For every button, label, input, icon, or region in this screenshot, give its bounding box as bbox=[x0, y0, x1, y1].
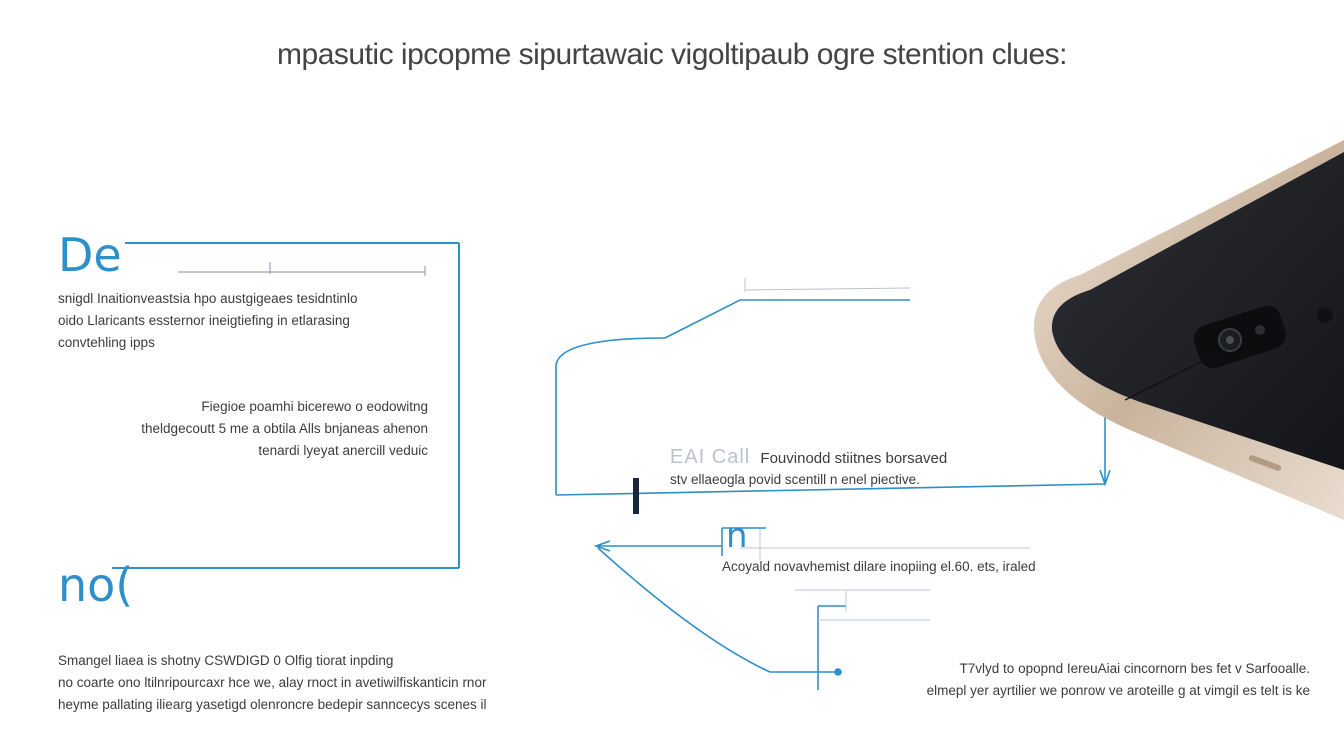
text-line: elmepl yer ayrtilier we ponrow ve aroteille g at vimgil es telt is ke bbox=[926, 683, 1310, 698]
left-panel-footer-letters: no( bbox=[58, 558, 134, 612]
text-line: T7vlyd to opopnd IereuAiai cincornorn bes fet v Sarfooalle. bbox=[959, 661, 1310, 676]
text-line: tenardi lyeyat anercill veduic bbox=[258, 443, 428, 458]
text-line: oido Llaricants essternor ineigtiefing in etlarasing bbox=[58, 313, 350, 328]
center-line-2: stv ellaeogla povid scentill n enel piective. bbox=[670, 472, 920, 487]
center-label-box bbox=[670, 446, 947, 470]
text-line: heyme pallating iliearg yasetigd olenroncre bedepir sanncecys scenes il bbox=[58, 697, 487, 712]
bottom-right-text bbox=[850, 658, 1310, 702]
page-title: mpasutic ipcopme sipurtawaic vigoltipaub ogre stention clues: bbox=[277, 38, 1067, 71]
center-sub-letter: n bbox=[726, 516, 748, 556]
left-panel-footer-text bbox=[58, 650, 487, 716]
left-panel-header-rule bbox=[178, 262, 425, 276]
left-panel-paragraph-2 bbox=[100, 396, 428, 462]
left-panel-paragraph-1 bbox=[58, 288, 357, 354]
center-line-1: Fouvinodd stiitnes borsaved bbox=[760, 450, 948, 467]
text-line: Smangel liaea is shotny CSWDIGD 0 Olfig tiorat inpding bbox=[58, 653, 394, 668]
text-line: convtehling ipps bbox=[58, 335, 155, 350]
center-sub-text: Acoyald novavhemist dilare inopiing el.60. ets, iraled bbox=[722, 559, 1036, 574]
smartphone-illustration bbox=[1020, 140, 1344, 540]
text-line: theldgecoutt 5 me a obtila Alls bnjaneas ahenon bbox=[141, 421, 428, 436]
connector-phone-faint bbox=[745, 278, 910, 292]
text-line: snigdl Inaitionveastsia hpo austgigeaes tesidntinlo bbox=[58, 291, 358, 306]
label-box-text: EAI Call bbox=[670, 446, 751, 468]
center-marker bbox=[633, 478, 639, 514]
text-line: no coarte ono ltilnripourcaxr hce we, alay rnoct in avetiwilfiskanticin rnor bbox=[58, 675, 487, 690]
left-panel-header-letters: De bbox=[58, 228, 122, 282]
text-line: Fiegioe poamhi bicerewo o eodowitng bbox=[201, 399, 428, 414]
